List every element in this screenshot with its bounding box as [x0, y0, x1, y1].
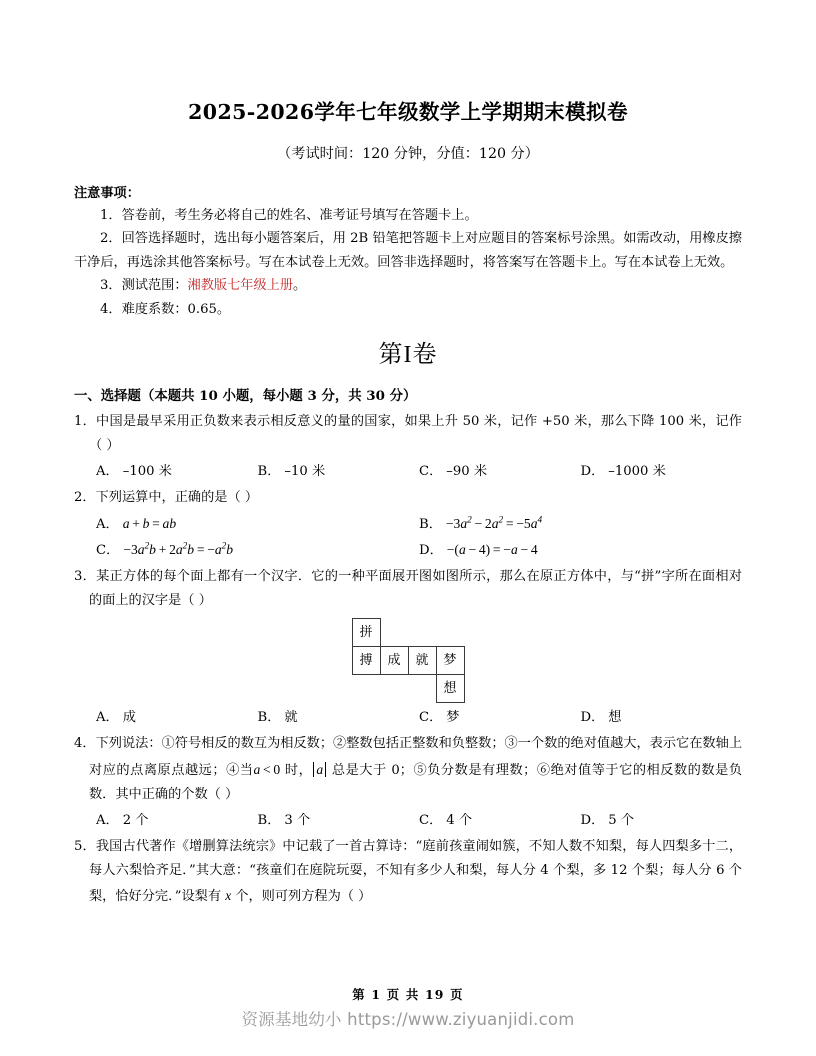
option-3a-text: 成	[122, 709, 136, 725]
option-2d[interactable]	[419, 537, 742, 563]
cube-net-row-bottom	[352, 674, 464, 702]
option-3c[interactable]	[419, 705, 581, 730]
option-1b[interactable]	[258, 459, 420, 484]
notice-item-1: 1．答卷前，考生务必将自己的姓名、准考证号填写在答题卡上。	[100, 207, 478, 223]
notice-heading: 注意事项：	[74, 186, 140, 202]
option-1c[interactable]	[419, 459, 581, 484]
cube-net-blank-1	[380, 618, 408, 646]
part-heading-roman: I	[403, 342, 413, 369]
question-4-number: 4．	[74, 735, 96, 751]
page-number: 第 1 页 共 19 页	[352, 987, 464, 1002]
option-4a-text: 2 个	[122, 812, 149, 828]
watermark-text: 资源基地幼小 https://www.ziyuanjidi.com	[241, 1010, 575, 1029]
cube-net-blank-4	[352, 674, 380, 702]
cube-net-cell-meng: 梦	[436, 646, 464, 674]
option-2b-math: $-3a^2 - 2a^2 = -5a^4$	[445, 514, 543, 531]
question-3-figure	[74, 618, 742, 703]
question-2-number: 2．	[74, 490, 96, 506]
question-1-number: 1．	[74, 413, 97, 429]
question-4-math-abs: a	[312, 762, 327, 777]
page-content	[74, 0, 742, 909]
option-4a[interactable]	[96, 808, 258, 833]
question-4-text-a: 下列说法：①符号相反的数互为相反数；②整数包括正整数和负整数；③一个数的绝对值越大，表示它在数轴上对应的点离原点越远；④当	[89, 735, 743, 778]
question-3-text: 某正方体的每个面上都有一个汉字．它的一种平面展开图如图所示，那么在原正方体中，与“拼”字所在面相对的面上的汉字是（ ）	[89, 568, 743, 609]
option-2a-label: A．	[96, 516, 119, 532]
page-footer	[0, 985, 816, 1030]
option-1c-label: C．	[419, 464, 443, 480]
cube-net-cell-jiu: 就	[408, 646, 436, 674]
question-1	[74, 410, 742, 459]
option-2c-math: $-3a^2b + 2a^2b = -a^2b$	[123, 540, 234, 557]
question-2	[74, 486, 742, 511]
option-3d-text: 想	[608, 709, 622, 725]
option-4d-text: 5 个	[608, 812, 635, 828]
cube-net-blank-2	[408, 618, 436, 646]
question-3-options	[74, 705, 742, 730]
notice-item-3-prefix: 3．测试范围：	[100, 278, 188, 294]
option-3d-label: D．	[580, 709, 605, 725]
option-3c-label: C．	[419, 709, 443, 725]
question-4-text-b: 时，	[280, 762, 313, 778]
option-1b-text: –10 米	[284, 464, 326, 480]
option-3d[interactable]	[581, 705, 743, 730]
option-2d-label: D．	[419, 542, 443, 558]
option-2a[interactable]	[96, 511, 419, 537]
option-1d-label: D．	[580, 464, 605, 480]
cube-net-cell-xiang: 想	[436, 674, 464, 702]
notice-item-2: 2．回答选择题时，选出每小题答案后，用 2B 铅笔把答题卡上对应题目的答案标号涂黑。如需改动，用橡皮擦干净后，再选涂其他答案标号。写在本试卷上无效。回答非选择题时，将答案写在答题卡上。写在本试卷上无效。	[74, 231, 742, 270]
part-heading-suffix: 卷	[412, 340, 438, 369]
exam-subtitle: （考试时间：120 分钟，分值：120 分）	[277, 145, 539, 162]
cube-net-row-middle	[352, 646, 464, 674]
option-2d-math: −(a − 4) = −a − 4	[446, 541, 538, 557]
option-4a-label: A．	[96, 812, 119, 828]
question-5-variable: x	[225, 887, 232, 903]
question-4-options	[74, 808, 742, 833]
cube-net-cell-bo: 搏	[352, 646, 380, 674]
option-4c[interactable]	[419, 808, 581, 833]
option-4d[interactable]	[581, 808, 743, 833]
option-2a-math: a + b = ab	[122, 515, 177, 531]
option-1a[interactable]	[96, 459, 258, 484]
question-5-number: 5．	[74, 838, 96, 854]
question-2-options-row-1	[74, 511, 742, 537]
question-4	[74, 732, 742, 808]
option-1a-label: A．	[96, 464, 119, 480]
part-heading	[74, 337, 742, 373]
cube-net-blank-3	[436, 618, 464, 646]
option-4d-label: D．	[580, 812, 605, 828]
page-title: 2025-2026学年七年级数学上学期期末模拟卷	[188, 100, 628, 124]
option-1d-text: –1000 米	[608, 464, 666, 480]
notice-item-3	[74, 274, 742, 298]
section-heading-choice: 一、选择题（本题共 10 小题，每小题 3 分，共 30 分）	[74, 388, 417, 405]
cube-net-blank-5	[380, 674, 408, 702]
cube-net-diagram	[352, 618, 465, 703]
option-4b-label: B．	[257, 812, 281, 828]
question-1-options	[74, 459, 742, 484]
question-5-text-b: 个，则可列方程为（ ）	[231, 888, 372, 904]
option-4b[interactable]	[258, 808, 420, 833]
option-3b[interactable]	[258, 705, 420, 730]
question-4-math-a: a < 0	[253, 761, 281, 777]
cube-net-blank-6	[408, 674, 436, 702]
cube-net-cell-cheng: 成	[380, 646, 408, 674]
option-4b-text: 3 个	[284, 812, 311, 828]
question-1-text: 中国是最早采用正负数来表示相反意义的量的国家，如果上升 50 米，记作 +50 米，那么下降 100 米，记作（ ）	[89, 413, 742, 454]
part-heading-prefix: 第	[378, 340, 404, 369]
option-2b[interactable]	[419, 511, 742, 537]
notice-item-4: 4．难度系数：0.65。	[100, 301, 231, 317]
question-2-options-row-2	[74, 537, 742, 563]
cube-net-cell-pin: 拼	[352, 618, 380, 646]
option-3c-text: 梦	[446, 709, 460, 725]
notice-item-3-suffix: 。	[293, 278, 307, 294]
option-1b-label: B．	[257, 464, 281, 480]
cube-net-row-top	[352, 618, 464, 646]
option-1a-text: –100 米	[122, 464, 172, 480]
option-2b-label: B．	[419, 516, 442, 532]
question-3	[74, 565, 742, 614]
question-4-text-c: 总是大于 0；⑤负分数是有理数；⑥绝对值等于它的相反数的数是负数．其中正确的个数（ ）	[89, 762, 743, 803]
option-3b-text: 就	[284, 709, 298, 725]
option-4c-label: C．	[419, 812, 443, 828]
test-scope-highlight: 湘教版七年级上册	[187, 278, 294, 294]
option-3a-label: A．	[96, 709, 119, 725]
question-5-text-a: 我国古代著作《增删算法统宗》中记载了一首古算诗：“庭前孩童闹如簇，不知人数不知梨，每人四梨多十二，每人六梨恰齐足．”其大意：“孩童们在庭院玩耍，不知有多少人和梨，每人分 4 个梨，多 12 个梨；每人分 6 个梨，恰好分完．”设梨有	[89, 838, 743, 904]
option-3a[interactable]	[96, 705, 258, 730]
question-2-text: 下列运算中，正确的是（ ）	[95, 490, 259, 506]
option-3b-label: B．	[257, 709, 281, 725]
question-3-number: 3．	[74, 568, 97, 584]
option-4c-text: 4 个	[446, 812, 473, 828]
option-1c-text: –90 米	[446, 464, 488, 480]
question-5	[74, 835, 742, 910]
option-2c-label: C．	[96, 542, 120, 558]
option-2c[interactable]	[96, 537, 419, 563]
option-1d[interactable]	[581, 459, 743, 484]
